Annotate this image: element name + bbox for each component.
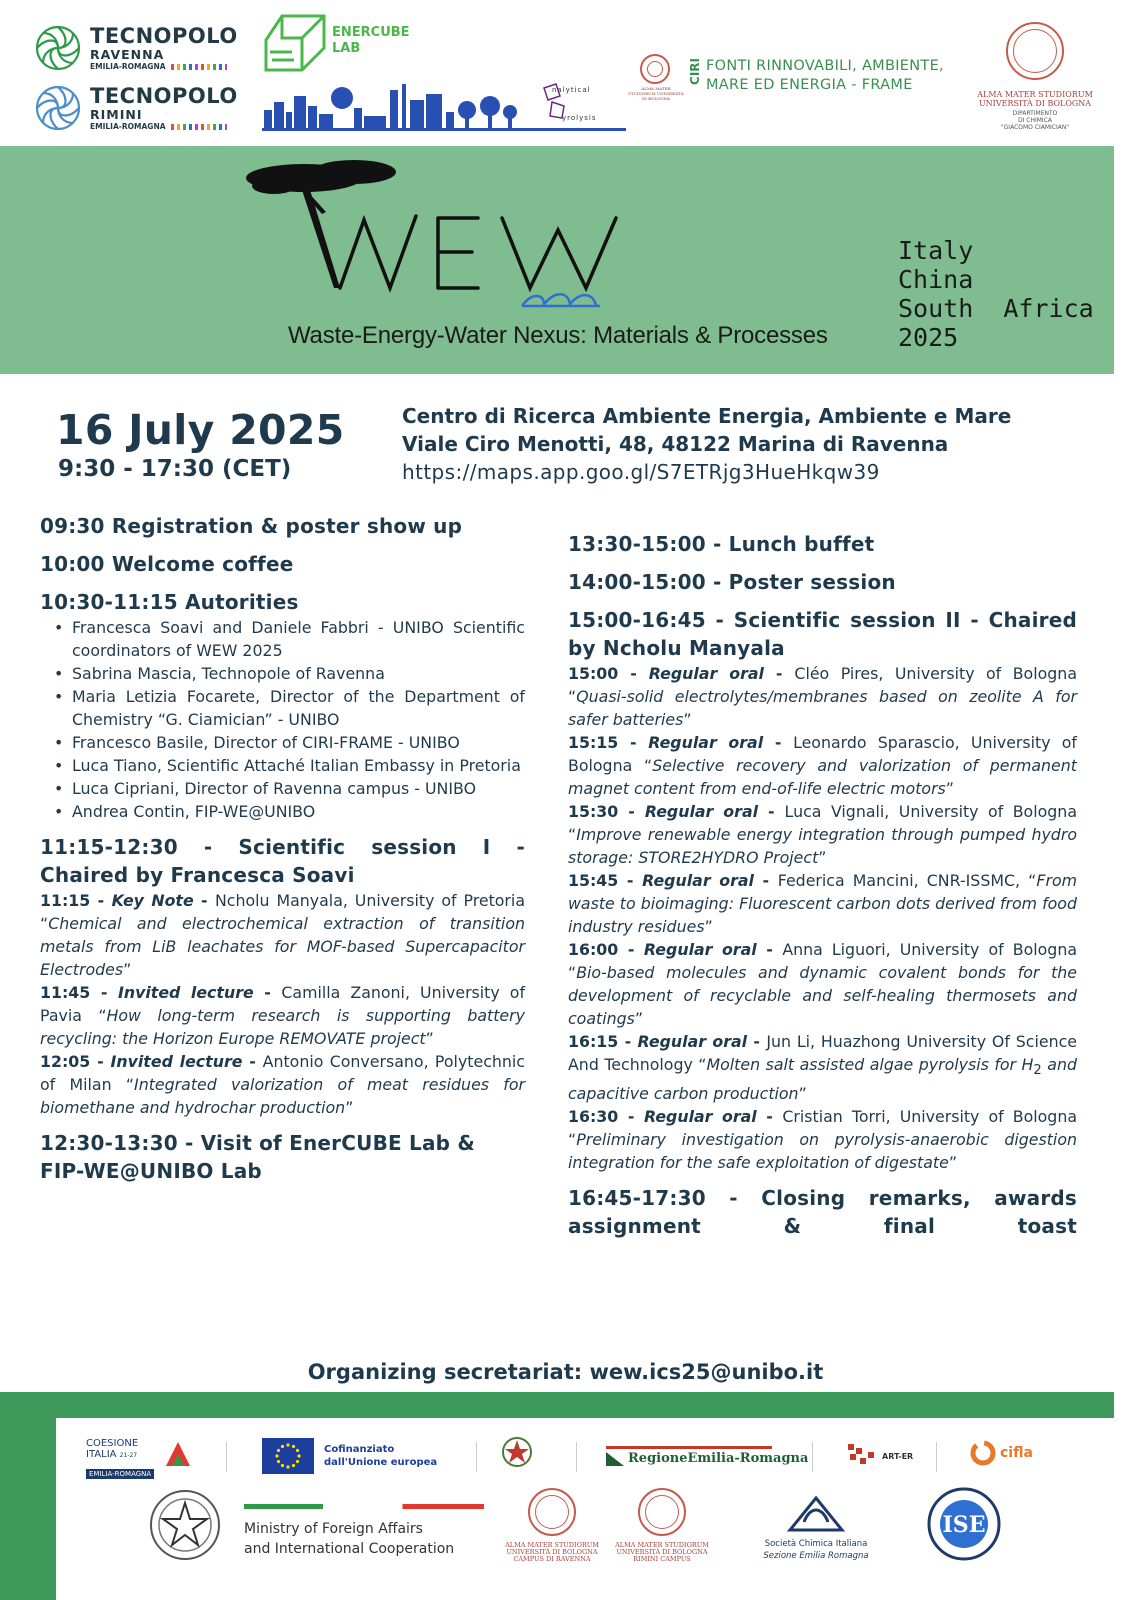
tecnopolo-rimini-region: EMILIA-ROMAGNA — [90, 121, 166, 131]
mfa-logo — [244, 1504, 484, 1559]
talk-item: 16:30 - Regular oral - Cristian Torri, University of Bologna “Preliminary investigation on pyrolysis-anaerobic digestion integration for the safe exploitation of digestate” — [568, 1107, 1078, 1173]
closing-heading: 16:45-17:30 - Closing remarks, awards assignment & final toast — [568, 1186, 1077, 1239]
coesione-region: EMILIA-ROMAGNA — [86, 1469, 154, 1479]
talk-kind: Regular oral — [643, 940, 757, 959]
talk-item: 15:45 - Regular oral - Federica Mancini, CNR-ISSMC, “From waste to bioimaging: Fluorescent carbon dots derived from food industry residues” — [568, 871, 1078, 936]
ciri-seal-caption: ALMA MATER STUDIORUM UNIVERSITÀ DI BOLOGNA — [628, 86, 684, 101]
talk-item: 16:00 - Regular oral - Anna Liguori, University of Bologna “Bio-based molecules and dynamic covalent bonds for the development of recyclable and self-healing thermosets and coatings” — [568, 940, 1078, 1028]
italian-republic-emblem-icon — [500, 1434, 534, 1472]
banner-countries — [898, 236, 1094, 352]
country-south-africa: South Africa — [898, 294, 1094, 323]
analytical-pyrolysis-logo — [540, 80, 597, 126]
talk-item: 15:00 - Regular oral - Cléo Pires, University of Bologna “Quasi-solid electrolytes/membranes based on zeolite A for safer batteries” — [568, 664, 1077, 729]
venue-name: Centro di Ricerca Ambiente Energia, Ambiente e Mare — [402, 404, 1012, 428]
list-item: • Sabrina Mascia, Technopole of Ravenna — [40, 662, 525, 685]
mfa-line2: and International Cooperation — [244, 1541, 455, 1557]
coesione-italia-logo — [86, 1438, 154, 1480]
talk-title-part1: Molten salt assisted algae pyrolysis for H — [706, 1055, 1034, 1074]
talk-speaker: Antonio Conversano, Polytechnic of Milan — [40, 1052, 525, 1094]
pyrolysis-label: yrolysis — [562, 114, 597, 122]
tecnopolo-ravenna-city: RAVENNA — [90, 46, 165, 62]
poster-heading: 14:00-15:00 - Poster session — [568, 570, 896, 594]
talk-speaker: Leonardo Sparascio, University of Bologna — [568, 733, 1077, 775]
regione-icon — [606, 1452, 624, 1466]
list-item: • Francesco Basile, Director of CIRI-FRAME - UNIBO — [40, 731, 525, 754]
unibo-ravenna-caption: ALMA MATER STUDIORUM UNIVERSITÀ DI BOLOGNA CAMPUS DI RAVENNA — [505, 1541, 599, 1563]
talk-item: 12:05 - Invited lecture - Antonio Conversano, Polytechnic of Milan “Integrated valorization of meat residues for biomethane and hydrochar production” — [40, 1052, 525, 1117]
authorities-heading: 10:30-11:15 Autorities — [40, 590, 299, 614]
talk-item: 11:15 - Key Note - Ncholu Manyala, University of Pretoria “Chemical and electrochemical extraction of transition metals from LiB leachates for MOF-based Supercapacitor Electrodes” — [40, 891, 525, 979]
coffee-heading: 10:00 Welcome coffee — [40, 552, 294, 576]
alma-line1: ALMA MATER STUDIORUM — [977, 90, 1093, 99]
ciri-frame-line2: MARE ED ENERGIA - FRAME — [706, 77, 913, 93]
talk-speaker: Cléo Pires, University of Bologna — [794, 664, 1077, 683]
sponsor-panel — [56, 1418, 1114, 1600]
organizing-secretariat: Organizing secretariat: wew.ics25@unibo.it — [307, 1360, 824, 1384]
talk-title: Preliminary investigation on pyrolysis-anaerobic digestion integration for the safe exploitation of digestate — [568, 1130, 1077, 1173]
unibo-seal-icon — [638, 1488, 686, 1536]
talk-kind: Regular oral — [643, 1107, 757, 1127]
list-item: • Francesca Soavi and Daniele Fabbri - UNIBO Scientific coordinators of WEW 2025 — [40, 616, 525, 662]
talk-time: 15:45 — [568, 871, 619, 890]
talk-kind: Regular oral — [648, 664, 764, 683]
coesione-italia-label: ITALIA — [86, 1449, 117, 1460]
talk-speaker: Federica Mancini, CNR-ISSMC, — [777, 871, 1021, 890]
ciri-label: CIRI — [688, 58, 702, 85]
venue-address: Viale Ciro Menotti, 48, 48122 Marina di Ravenna — [402, 432, 949, 456]
divider — [576, 1442, 577, 1472]
sci-line1: Società Chimica Italiana — [764, 1539, 868, 1549]
sponsor-footer — [0, 1392, 1114, 1600]
talk-time: 15:30 — [568, 802, 619, 821]
coesione-years: 21-27 — [119, 1452, 138, 1459]
tecnopolo-rimini-logo — [34, 84, 238, 132]
region-color-bars — [171, 124, 227, 130]
ciri-frame-line1: FONTI RINNOVABILI, AMBIENTE, — [706, 58, 944, 74]
list-item: • Andrea Contin, FIP-WE@UNIBO — [40, 800, 525, 823]
talk-title: Bio-based molecules and dynamic covalent bonds for the development of recyclable and self-healing thermosets and coatings — [568, 963, 1077, 1028]
talk-time: 15:00 — [568, 664, 619, 683]
talk-kind: Regular oral — [648, 733, 764, 752]
eu-flag-icon — [262, 1438, 314, 1474]
talk-kind: Regular oral — [644, 802, 759, 821]
list-item: • Maria Letizia Focarete, Director of the Department of Chemistry “G. Ciamician” - UNIBO — [40, 685, 525, 731]
list-item: • Luca Cipriani, Director of Ravenna campus - UNIBO — [40, 777, 525, 800]
talk-title: How long-term research is supporting battery recycling: the Horizon Europe REMOVATE project — [40, 1006, 525, 1048]
talk-kind: Invited lecture — [117, 983, 254, 1002]
talk-title: From waste to bioimaging: Fluorescent carbon dots derived from food industry residues — [568, 871, 1078, 936]
country-china: China — [898, 265, 974, 294]
eu-cofunded-logo — [262, 1438, 437, 1474]
sci-triangle-icon — [786, 1494, 846, 1534]
unibo-rimini-caption: ALMA MATER STUDIORUM UNIVERSITÀ DI BOLOGNA RIMINI CAMPUS — [615, 1541, 709, 1563]
enercube-lab-label: LAB — [332, 41, 361, 56]
unibo-seal-icon — [528, 1488, 576, 1536]
tecnopolo-rimini-name: TECNOPOLO — [90, 83, 238, 108]
talk-time: 11:45 — [40, 983, 91, 1002]
list-item: • Luca Tiano, Scientific Attaché Italian Embassy in Pretoria — [40, 754, 525, 777]
art-er-icon — [848, 1444, 878, 1468]
unibo-seal-icon — [640, 54, 670, 84]
talk-kind: Invited lecture — [110, 1052, 243, 1071]
region-color-bars — [171, 64, 227, 70]
divider — [226, 1442, 227, 1472]
enercube-lab-logo — [262, 12, 410, 78]
authorities-list — [40, 616, 525, 823]
ise-society-logo — [926, 1486, 1002, 1562]
talk-kind: Regular oral — [642, 871, 754, 890]
art-er-label: ART-ER — [882, 1451, 914, 1461]
talk-title: Improve renewable energy integration through pumped hydro storage: STORE2HYDRO Project — [568, 825, 1077, 867]
wew-banner — [0, 146, 1114, 374]
enercube-icon — [262, 12, 332, 74]
registration-heading: 09:30 Registration & poster show up — [40, 514, 463, 538]
session2-heading: 15:00-16:45 - Scientific session II - Chaired by Ncholu Manyala — [568, 608, 1077, 660]
talk-time: 11:15 — [40, 891, 91, 910]
header-logos — [0, 0, 1131, 146]
talk-title: Quasi-solid electrolytes/membranes based on zeolite A for safer batteries — [568, 687, 1077, 729]
talk-item: 15:30 - Regular oral - Luca Vignali, University of Bologna “Improve renewable energy integration through pumped hydro storage: STORE2HYDRO Project” — [568, 802, 1077, 867]
tecnopolo-ravenna-logo — [34, 24, 238, 72]
talk-kind: Regular oral — [637, 1032, 748, 1051]
talk-time: 16:30 — [568, 1107, 619, 1127]
cifla-icon — [970, 1440, 996, 1466]
program-right-column — [568, 530, 1077, 1240]
divider — [812, 1442, 813, 1472]
visit-heading: 12:30-13:30 - Visit of EnerCUBE Lab & FIP-WE@UNIBO Lab — [40, 1131, 475, 1183]
banner-year: 2025 — [898, 323, 959, 352]
talk-time: 15:15 — [568, 733, 619, 752]
enercube-label: ENERCUBE — [332, 25, 410, 40]
talk-speaker: Camilla Zanoni, University of Pavia — [40, 983, 526, 1025]
dept-line2: DI CHIMICA — [1017, 117, 1052, 124]
cifla-logo — [970, 1440, 1033, 1466]
coesione-label: COESIONE — [86, 1438, 139, 1449]
talk-speaker: Cristian Torri, University of Bologna — [782, 1107, 1078, 1127]
sci-line2: Sezione Emilia Romagna — [763, 1551, 869, 1561]
talk-kind: Key Note — [111, 891, 194, 910]
program-left-column — [40, 512, 525, 1185]
venue-map-link[interactable]: https://maps.app.goo.gl/S7ETRjg3HueHkqw39 — [402, 460, 880, 484]
country-italy: Italy — [898, 236, 974, 265]
italian-flag-stripe — [244, 1504, 484, 1509]
talk-item: 15:15 - Regular oral - Leonardo Sparascio, University of Bologna “Selective recovery and valorization of permanent magnet content from end-of-life electric motors” — [568, 733, 1077, 798]
analytical-label: nalytical — [552, 86, 591, 94]
wew-tree-logo — [244, 156, 634, 316]
divider — [936, 1442, 937, 1472]
wew-logo-text: WEW — [244, 156, 247, 157]
tecnopolo-rimini-city: RIMINI — [90, 106, 143, 122]
tecnopolo-ravenna-name: TECNOPOLO — [90, 23, 238, 48]
talk-time: 16:00 — [568, 940, 619, 959]
dept-line1: DIPARTIMENTO — [1012, 110, 1058, 117]
event-date: 16 July 2025 — [56, 406, 345, 454]
talk-speaker: Ncholu Manyala, University of Pretoria — [214, 891, 525, 910]
ise-label: ISE — [942, 1512, 986, 1538]
talk-time: 12:05 — [40, 1052, 91, 1071]
cifla-label: cifla — [1000, 1445, 1033, 1461]
tecnopolo-ravenna-emblem — [34, 24, 82, 72]
dept-line3: "GIACOMO CIAMICIAN" — [1000, 124, 1070, 131]
alma-line2: UNIVERSITÀ DI BOLOGNA — [978, 99, 1092, 108]
talk-speaker: Jun Li, Huazhong University Of Science And Technology — [568, 1032, 1077, 1074]
divider — [476, 1442, 477, 1472]
regione-emilia-romagna-logo — [606, 1446, 808, 1466]
banner-subtitle: Waste-Energy-Water Nexus: Materials & Processes — [288, 322, 828, 349]
tecnopolo-ravenna-region: EMILIA-ROMAGNA — [90, 61, 166, 71]
eu-cofunded-line1: Cofinanziato — [324, 1444, 395, 1455]
art-er-logo — [848, 1444, 913, 1468]
talk-title-part2: and capacitive carbon production — [568, 1055, 1077, 1104]
talk-title-subscript: 2 — [1033, 1063, 1042, 1079]
talk-speaker: Luca Vignali, University of Bologna — [784, 802, 1077, 821]
session1-heading: 11:15-12:30 - Scientific session I - Chaired by Francesca Soavi — [40, 835, 525, 887]
regione-label: RegioneEmilia-Romagna — [628, 1451, 809, 1466]
coesione-arrow-icon — [162, 1438, 192, 1472]
talk-title: Selective recovery and valorization of permanent magnet content from end-of-life electric motors — [568, 756, 1077, 798]
tecnopolo-rimini-emblem — [34, 84, 82, 132]
talk-title: Chemical and electrochemical extraction of transition metals from LiB leachates for MOF-based Supercapacitor Electrodes — [40, 914, 525, 979]
event-venue — [402, 402, 1011, 486]
unibo-seal-icon — [1006, 22, 1064, 80]
lunch-heading: 13:30-15:00 - Lunch buffet — [568, 532, 875, 556]
talk-title: Integrated valorization of meat residues for biomethane and hydrochar production — [40, 1075, 525, 1117]
italian-republic-star-emblem-icon — [148, 1488, 222, 1562]
event-time: 9:30 - 17:30 (CET) — [58, 456, 292, 482]
talk-speaker: Anna Liguori, University of Bologna — [782, 940, 1078, 959]
talk-item: 11:45 - Invited lecture - Camilla Zanoni, University of Pavia “How long-term research is supporting battery recycling: the Horizon Europe REMOVATE project” — [40, 983, 526, 1048]
talk-time: 16:15 — [568, 1032, 619, 1051]
talk-item: 16:15 - Regular oral - Jun Li, Huazhong University Of Science And Technology “Molten salt assisted algae pyrolysis for $H_2$ and capacitive carbon production” — [568, 1032, 1077, 1104]
sci-logo — [750, 1494, 882, 1562]
eu-cofunded-line2: dall'Unione europea — [324, 1457, 438, 1468]
mfa-line1: Ministry of Foreign Affairs — [244, 1521, 423, 1537]
